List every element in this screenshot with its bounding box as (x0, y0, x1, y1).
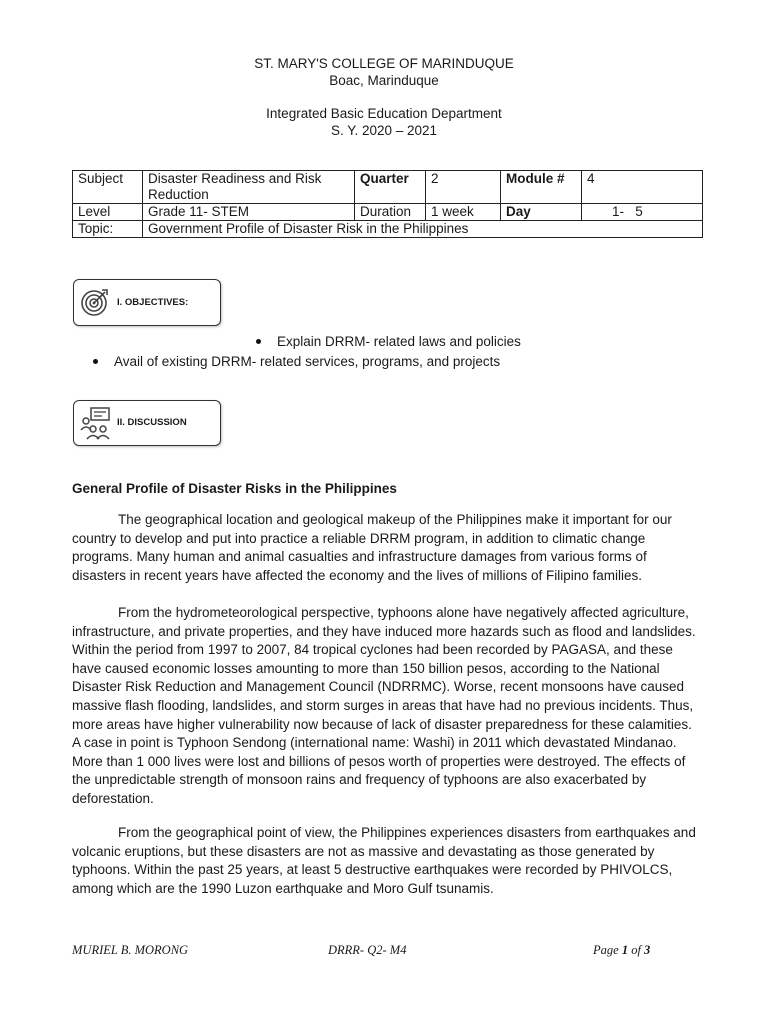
level-value: Grade 11- STEM (143, 204, 355, 221)
module-value: 4 (582, 171, 703, 204)
page-number: 1 (621, 943, 629, 957)
objectives-label: I. OBJECTIVES: (117, 297, 189, 308)
list-item (256, 333, 521, 350)
module-info-table (72, 170, 703, 238)
page-indicator (593, 943, 650, 958)
day-label: Day (501, 204, 582, 221)
bullet-icon (256, 339, 261, 344)
page-mid: of (628, 943, 645, 957)
topic-label: Topic: (73, 221, 143, 238)
school-year: S. Y. 2020 – 2021 (330, 123, 438, 138)
duration-value: 1 week (426, 204, 501, 221)
objectives-section-box (73, 279, 221, 326)
discussion-paragraph-2: From the hydrometeorological perspective, typhoons alone have negatively affected agriculture, infrastructure, and private properties, and they have induced more hazards such as flood and landslides. Within the period from 1997 to 2007, 84 tropical cyclones had been recorded by PAGASA, and these have caused economic losses amounting to more than 150 billion pesos, according to the National Disaster Risk Reduction and Management Council (NDRRMC). Worse, recent monsoons have caused massive flash flooding, landslides, and storm surges in areas that have had no previous incidents. Thus, more areas have higher vulnerability now because of lack of disaster preparedness for these calamities. A case in point is Typhoon Sendong (international name: Washi) in 2011 which devastated Mindanao. More than 1 000 lives were lost and billions of pesos worth of properties were destroyed. The effects of the unpredictable strength of monsoon rains and frequency of typhoons are also exacerbated by deforestation. (72, 605, 696, 806)
meeting-icon (80, 406, 112, 445)
subject-label: Subject (73, 171, 143, 204)
footer-author: MURIEL B. MORONG (72, 943, 189, 957)
duration-label: Duration (355, 204, 426, 221)
list-item (93, 353, 500, 370)
bullet-icon (93, 359, 98, 364)
discussion-heading: General Profile of Disaster Risks in the Philippines (72, 481, 397, 496)
table-row (73, 204, 703, 221)
page-total: 3 (644, 943, 651, 957)
quarter-value: 2 (426, 171, 501, 204)
objective-item-1: Explain DRRM- related laws and policies (277, 334, 521, 349)
subject-value: Disaster Readiness and Risk Reduction (143, 171, 355, 204)
level-label: Level (73, 204, 143, 221)
department-name: Integrated Basic Education Department (266, 106, 502, 121)
discussion-label: II. DISCUSSION (117, 417, 187, 428)
table-row (73, 221, 703, 238)
discussion-section-box (73, 400, 221, 446)
discussion-paragraph-1: The geographical location and geological makeup of the Philippines make it important for our country to develop and put into practice a reliable DRRM program, in addition to climatic change programs. Many human and animal casualties and infrastructure damages from various forms of disasters in recent years have affected the economy and the lives of millions of Filipino families. (72, 512, 672, 583)
module-label: Module # (501, 171, 582, 204)
school-name: ST. MARY'S COLLEGE OF MARINDUQUE (254, 56, 514, 71)
table-row (73, 171, 703, 204)
objective-item-2: Avail of existing DRRM- related services, programs, and projects (114, 354, 501, 369)
day-value: 1- 5 (582, 204, 703, 221)
topic-value: Government Profile of Disaster Risk in the Philippines (143, 221, 703, 238)
page-prefix: Page (593, 943, 622, 957)
school-location: Boac, Marinduque (329, 73, 439, 88)
footer-module-code: DRRR- Q2- M4 (328, 943, 407, 957)
discussion-paragraph-3: From the geographical point of view, the Philippines experiences disasters from earthquakes and volcanic eruptions, but these disasters are not as massive and devastating as those generated by typhoons. Within the past 25 years, at least 5 destructive earthquakes were recorded by PHIVOLCS, among which are the 1990 Luzon earthquake and Moro Gulf tsunamis. (72, 825, 696, 896)
quarter-label: Quarter (355, 171, 426, 204)
target-icon (80, 287, 110, 322)
